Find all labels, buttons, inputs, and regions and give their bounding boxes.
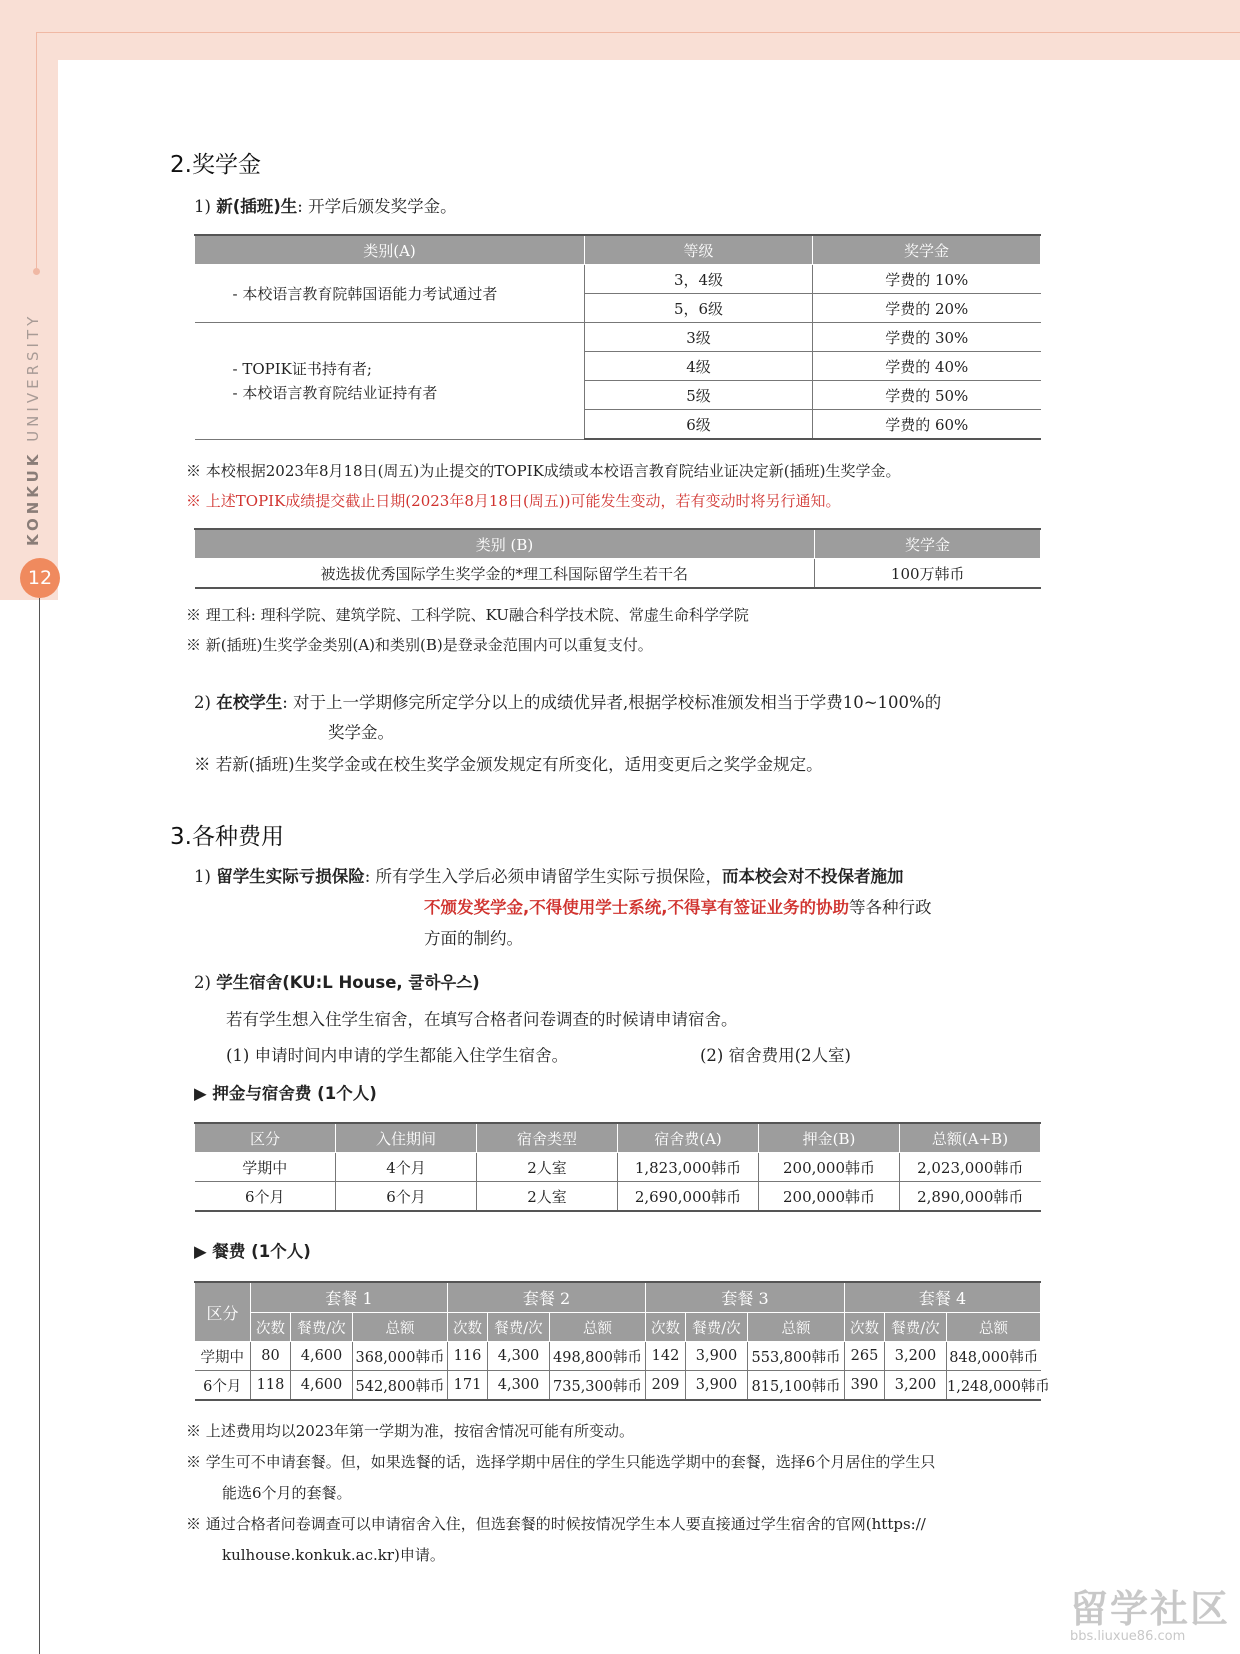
frame-line bbox=[36, 32, 37, 272]
note: ※ 通过合格者问卷调查可以申请宿舍入住，但选套餐的时候按情况学生本人要直接通过学生宿舍的官网(https:// bbox=[186, 1515, 926, 1533]
table-row: - TOPIK证书持有者; - 本校语言教育院结业证持有者 3级 学费的 30% bbox=[195, 323, 1041, 352]
meal-fee-title: ▶ 餐费 (1个人) bbox=[194, 1242, 311, 1261]
note-continued: 能选6个月的套餐。 bbox=[222, 1484, 352, 1502]
note: ※ 学生可不申请套餐。但，如果选餐的话，选择学期中居住的学生只能选学期中的套餐，选择6个月居住的学生只 bbox=[186, 1453, 936, 1471]
meal-plan-header: 套餐 4 bbox=[845, 1282, 1041, 1313]
table-row: 6个月 6个月 2人室 2,690,000韩币 200,000韩币 2,890,000韩币 bbox=[195, 1182, 1041, 1212]
table-header: 押金(B) bbox=[759, 1123, 900, 1153]
table-row: 被选拔优秀国际学生奖学金的*理工科国际留学生若干名 100万韩币 bbox=[195, 559, 1041, 589]
table-row: 6个月 118 4,600 542,800韩币 171 4,300 735,300韩币 209 3,900 815,100韩币 390 3,200 1,248,000韩币 bbox=[195, 1371, 1041, 1401]
frame-line bbox=[36, 32, 1240, 33]
table-header: 奖学金 bbox=[815, 529, 1041, 559]
table-header: 区分 bbox=[195, 1123, 336, 1153]
note: ※ 若新(插班)生奖学金或在校生奖学金颁发规定有所变化，适用变更后之奖学金规定。 bbox=[194, 755, 823, 774]
note-warning: ※ 上述TOPIK成绩提交截止日期(2023年8月18日(周五))可能发生变动，若有变动时将另行通知。 bbox=[186, 492, 841, 510]
watermark-logo: 留学社区 bbs.liuxue86.com bbox=[1070, 1587, 1231, 1644]
scholarship-item-continued: 奖学金。 bbox=[328, 723, 394, 742]
dorm-fee-table bbox=[194, 1122, 1041, 1212]
section-title-scholarship: 2.奖学金 bbox=[170, 152, 261, 178]
fees-item-insurance-line3: 方面的制约。 bbox=[424, 929, 523, 948]
scholarship-item-new-students: 1) 新(插班)生: 开学后颁发奖学金。 bbox=[194, 197, 457, 216]
table-row: - 本校语言教育院韩国语能力考试通过者 3，4级 学费的 10% bbox=[195, 265, 1041, 294]
scholarship-item-current-students: 2) 在校学生: 对于上一学期修完所定学分以上的成绩优异者,根据学校标准颁发相当于学费10~100%的 bbox=[194, 693, 942, 712]
note: ※ 上述费用均以2023年第一学期为准，按宿舍情况可能有所变动。 bbox=[186, 1422, 634, 1440]
note-continued: kulhouse.konkuk.ac.kr)申请。 bbox=[222, 1546, 445, 1564]
table-header: 类别(A) bbox=[195, 235, 585, 265]
meal-plan-header: 套餐 3 bbox=[646, 1282, 845, 1313]
table-row: 4级 学费的 40% bbox=[195, 352, 1041, 381]
table-header: 宿舍费(A) bbox=[618, 1123, 759, 1153]
dormitory-sub-2: (2) 宿舍费用(2人室) bbox=[700, 1046, 851, 1065]
fees-item-insurance: 1) 留学生实际亏损保险: 所有学生入学后必须申请留学生实际亏损保险，而本校会对不投保者施加 bbox=[194, 867, 904, 886]
frame-dot bbox=[33, 268, 40, 275]
table-row: 学期中 4个月 2人室 1,823,000韩币 200,000韩币 2,023,000韩币 bbox=[195, 1153, 1041, 1182]
table-header: 宿舍类型 bbox=[477, 1123, 618, 1153]
scholarship-table-b bbox=[194, 528, 1041, 589]
table-header: 等级 bbox=[585, 235, 813, 265]
fees-item-insurance-line2: 不颁发奖学金,不得使用学士系统,不得享有签证业务的协助等各种行政 bbox=[424, 898, 932, 917]
category-cell: - TOPIK证书持有者; - 本校语言教育院结业证持有者 bbox=[195, 323, 585, 440]
note: ※ 本校根据2023年8月18日(周五)为止提交的TOPIK成绩或本校语言教育院结业证决定新(插班)生奖学金。 bbox=[186, 462, 901, 480]
note: ※ 新(插班)生奖学金类别(A)和类别(B)是登录金范围内可以重复支付。 bbox=[186, 636, 653, 654]
meal-plan-header: 套餐 2 bbox=[448, 1282, 646, 1313]
table-header: 类别 (B) bbox=[195, 529, 815, 559]
dorm-fee-title: ▶ 押金与宿舍费 (1个人) bbox=[194, 1084, 377, 1103]
university-brand: KONKUK UNIVERSITY bbox=[24, 312, 42, 546]
note: ※ 理工科: 理科学院、建筑学院、工科学院、KU融合科学技术院、常虚生命科学学院 bbox=[186, 606, 749, 624]
table-header: 总额(A+B) bbox=[900, 1123, 1041, 1153]
section-title-fees: 3.各种费用 bbox=[170, 824, 284, 850]
scholarship-table-a bbox=[194, 234, 1041, 440]
table-header: 奖学金 bbox=[813, 235, 1041, 265]
table-row: 5级 学费的 50% bbox=[195, 381, 1041, 410]
fees-item-dormitory: 2) 学生宿舍(KU:L House, 쿨하우스) bbox=[194, 973, 480, 992]
dormitory-description: 若有学生想入住学生宿舍，在填写合格者问卷调查的时候请申请宿舍。 bbox=[226, 1010, 738, 1029]
dormitory-sub-1: (1) 申请时间内申请的学生都能入住学生宿舍。 bbox=[226, 1046, 569, 1065]
table-row: 学期中 80 4,600 368,000韩币 116 4,300 498,800韩币 142 3,900 553,800韩币 265 3,200 848,000韩币 bbox=[195, 1342, 1041, 1371]
page-stem-line bbox=[39, 598, 40, 1654]
page-number: 12 bbox=[20, 558, 60, 598]
table-header-corner: 区分 bbox=[195, 1282, 251, 1342]
category-cell: - 本校语言教育院韩国语能力考试通过者 bbox=[195, 265, 585, 323]
table-header: 入住期间 bbox=[336, 1123, 477, 1153]
meal-fee-table: 区分 套餐 1 套餐 2 套餐 3 套餐 4 次数 餐费/次 总额 次数 餐费/次 总额 次数 餐费/次 总额 次数 餐费/次 总额 学期中 80 4,600 368,000韩币 116 4,300 498,800韩币 142 3,900 553,800韩币 265 3,200 848,000韩币 6个月 118 4,600 542,800韩币 171 4,300 735,300韩币 209 3,900 815,100韩币 390 3,200 1,248,000韩币 bbox=[194, 1281, 1041, 1401]
table-row: 6级 学费的 60% bbox=[195, 410, 1041, 440]
top-band bbox=[0, 0, 1240, 60]
meal-plan-header: 套餐 1 bbox=[251, 1282, 448, 1313]
table-row: 5，6级 学费的 20% bbox=[195, 294, 1041, 323]
